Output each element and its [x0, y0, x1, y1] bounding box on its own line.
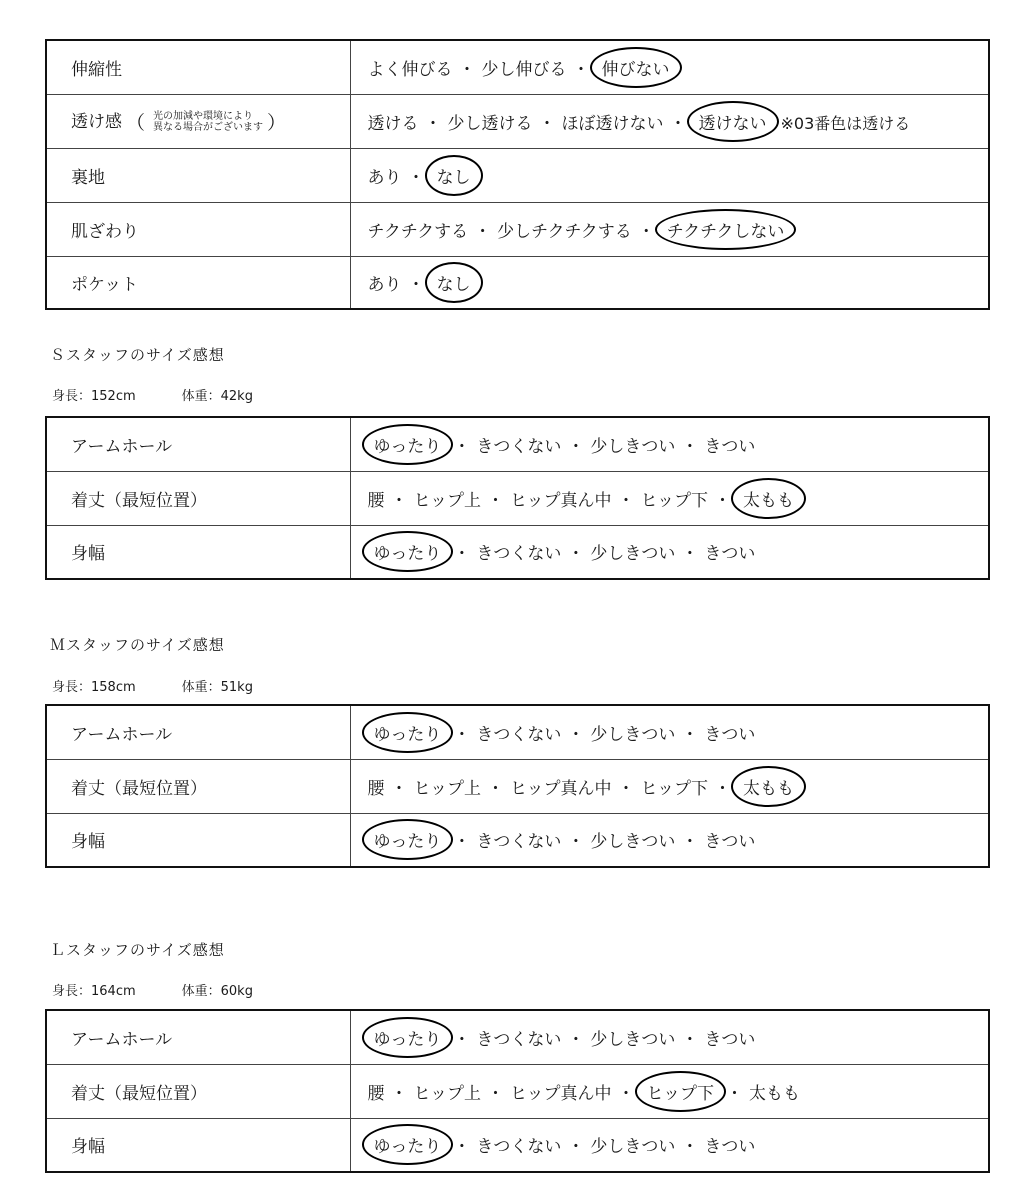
option: ヒップ下	[640, 490, 708, 511]
separator: ・	[572, 59, 590, 80]
separator: ・	[567, 724, 585, 745]
color-note: ※03番色は透ける	[780, 113, 911, 133]
option: きつい	[704, 1029, 756, 1050]
option: よく伸びる	[367, 59, 453, 80]
option: きつい	[704, 544, 756, 565]
separator: ・	[681, 1137, 699, 1158]
option: 腰	[367, 490, 385, 511]
separator: ・	[617, 778, 635, 799]
options-cell	[350, 471, 989, 525]
option: 少し伸びる	[481, 59, 567, 80]
selected-option: ヒップ下	[635, 1071, 727, 1112]
selected-option: 透けない	[687, 101, 779, 142]
separator: ・	[714, 778, 731, 799]
separator: ・	[681, 1029, 699, 1050]
separator: ・	[487, 1083, 504, 1104]
separator: ・	[637, 221, 655, 242]
separator: ・	[453, 436, 471, 457]
option: 少しきつい	[590, 1029, 676, 1050]
row-armhole	[46, 417, 989, 471]
separator: ・	[726, 1083, 743, 1104]
separator: ・	[617, 1083, 635, 1104]
option: きつい	[704, 1137, 756, 1158]
separator: ・	[487, 490, 504, 511]
separator: ・	[681, 832, 699, 853]
option: あり	[367, 274, 402, 295]
row-label: アームホール	[46, 705, 350, 759]
row-label: 身幅	[46, 813, 350, 867]
row-label: 身幅	[46, 525, 350, 579]
separator: ・	[681, 436, 699, 457]
separator: ・	[424, 113, 442, 134]
options-cell	[350, 417, 989, 471]
row-label: 裏地	[46, 148, 350, 202]
option: ヒップ真ん中	[510, 490, 612, 511]
options-cell	[350, 148, 989, 202]
option: 腰	[367, 778, 385, 799]
material-table	[45, 39, 990, 310]
row-label: 着丈（最短位置）	[46, 1064, 350, 1118]
row-label: 着丈（最短位置）	[46, 471, 350, 525]
option: 透ける	[367, 113, 419, 134]
separator: ・	[669, 113, 687, 134]
separator: ・	[407, 167, 425, 188]
staff-s-stats	[52, 385, 253, 404]
selected-option: ゆったり	[362, 1017, 454, 1058]
selected-option: なし	[425, 262, 483, 303]
separator: ・	[714, 490, 731, 511]
row-width	[46, 813, 989, 867]
option: 少しきつい	[590, 1137, 676, 1158]
option: 少し透ける	[447, 113, 533, 134]
option: ヒップ真ん中	[510, 778, 612, 799]
option: あり	[367, 167, 402, 188]
row-armhole	[46, 705, 989, 759]
option: きつい	[704, 724, 756, 745]
option: きつくない	[476, 1137, 562, 1158]
selected-option: 太もも	[731, 478, 806, 519]
option: ヒップ上	[413, 778, 481, 799]
separator: ・	[474, 221, 492, 242]
option: ヒップ下	[640, 778, 708, 799]
options-cell	[350, 94, 989, 148]
options-cell	[350, 256, 989, 309]
separator: ・	[453, 544, 471, 565]
separator: ・	[567, 832, 585, 853]
options-cell	[350, 1010, 989, 1064]
option: 腰	[367, 1083, 385, 1104]
option: 少しきつい	[590, 724, 676, 745]
staff-s-heading: Ｓスタッフのサイズ感想	[50, 346, 225, 364]
staff-height: 身長：164cm	[52, 984, 136, 999]
options-cell	[350, 202, 989, 256]
row-lining	[46, 148, 989, 202]
row-length	[46, 1064, 989, 1118]
separator: ・	[617, 490, 635, 511]
staff-l-table	[45, 1009, 990, 1173]
row-label: 伸縮性	[46, 40, 350, 94]
separator: ・	[681, 724, 699, 745]
row-transparency	[46, 94, 989, 148]
separator: ・	[487, 778, 504, 799]
staff-m-stats	[52, 676, 253, 695]
option: 少しきつい	[590, 832, 676, 853]
row-width	[46, 525, 989, 579]
row-texture	[46, 202, 989, 256]
separator: ・	[567, 436, 585, 457]
staff-height: 身長：158cm	[52, 680, 136, 695]
staff-weight: 体重：42kg	[181, 389, 253, 404]
separator: ・	[681, 544, 699, 565]
staff-weight: 体重：60kg	[181, 984, 253, 999]
staff-m-heading: Ｍスタッフのサイズ感想	[50, 636, 225, 654]
separator: ・	[390, 778, 408, 799]
row-stretch	[46, 40, 989, 94]
row-label: アームホール	[46, 1010, 350, 1064]
option: 太もも	[749, 1083, 800, 1104]
transparency-note: 光の加減や環境により 異なる場合がございます	[153, 110, 264, 133]
selected-option: ゆったり	[362, 531, 454, 572]
option: きつい	[704, 436, 756, 457]
option: きつくない	[476, 544, 562, 565]
row-label: 着丈（最短位置）	[46, 759, 350, 813]
selected-option: チクチクしない	[655, 209, 797, 250]
separator: ・	[407, 274, 425, 295]
option: ヒップ真ん中	[510, 1083, 612, 1104]
row-length	[46, 471, 989, 525]
selected-option: ゆったり	[362, 819, 454, 860]
row-length	[46, 759, 989, 813]
separator: ・	[538, 113, 556, 134]
separator: ・	[453, 724, 471, 745]
row-label: 肌ざわり	[46, 202, 350, 256]
options-cell	[350, 759, 989, 813]
row-label: 透け感	[71, 111, 122, 132]
separator: ・	[458, 59, 476, 80]
separator: ・	[567, 1137, 585, 1158]
separator: ・	[453, 832, 471, 853]
selected-option: ゆったり	[362, 712, 454, 753]
row-label-cell: 透け感 （ 光の加減や環境により 異なる場合がございます ）	[46, 94, 350, 148]
options-cell	[350, 813, 989, 867]
option: きつくない	[476, 832, 562, 853]
option: きつくない	[476, 436, 562, 457]
option: ほぼ透けない	[561, 113, 664, 134]
selected-option: 太もも	[731, 766, 806, 807]
selected-option: ゆったり	[362, 424, 454, 465]
option: チクチクする	[367, 221, 469, 242]
row-label: 身幅	[46, 1118, 350, 1172]
option: 少しチクチクする	[497, 221, 632, 242]
separator: ・	[567, 1029, 585, 1050]
options-cell	[350, 1064, 989, 1118]
separator: ・	[390, 1083, 408, 1104]
staff-height: 身長：152cm	[52, 389, 136, 404]
row-label: アームホール	[46, 417, 350, 471]
row-armhole	[46, 1010, 989, 1064]
option: 少しきつい	[590, 436, 676, 457]
row-width	[46, 1118, 989, 1172]
row-label: ポケット	[46, 256, 350, 309]
option: きつくない	[476, 724, 562, 745]
selected-option: なし	[425, 155, 483, 196]
staff-s-table	[45, 416, 990, 580]
separator: ・	[453, 1137, 471, 1158]
options-cell	[350, 525, 989, 579]
option: ヒップ上	[413, 490, 481, 511]
staff-l-heading: Ｌスタッフのサイズ感想	[50, 941, 225, 959]
option: きつい	[704, 832, 756, 853]
options-cell	[350, 705, 989, 759]
options-cell	[350, 40, 989, 94]
row-pocket	[46, 256, 989, 309]
separator: ・	[453, 1029, 471, 1050]
separator: ・	[567, 544, 585, 565]
selected-option: 伸びない	[590, 47, 682, 88]
option: ヒップ上	[413, 1083, 481, 1104]
staff-l-stats	[52, 980, 253, 999]
staff-m-table	[45, 704, 990, 868]
staff-weight: 体重：51kg	[181, 680, 253, 695]
option: 少しきつい	[590, 544, 676, 565]
separator: ・	[390, 490, 408, 511]
selected-option: ゆったり	[362, 1124, 454, 1165]
option: きつくない	[476, 1029, 562, 1050]
options-cell	[350, 1118, 989, 1172]
